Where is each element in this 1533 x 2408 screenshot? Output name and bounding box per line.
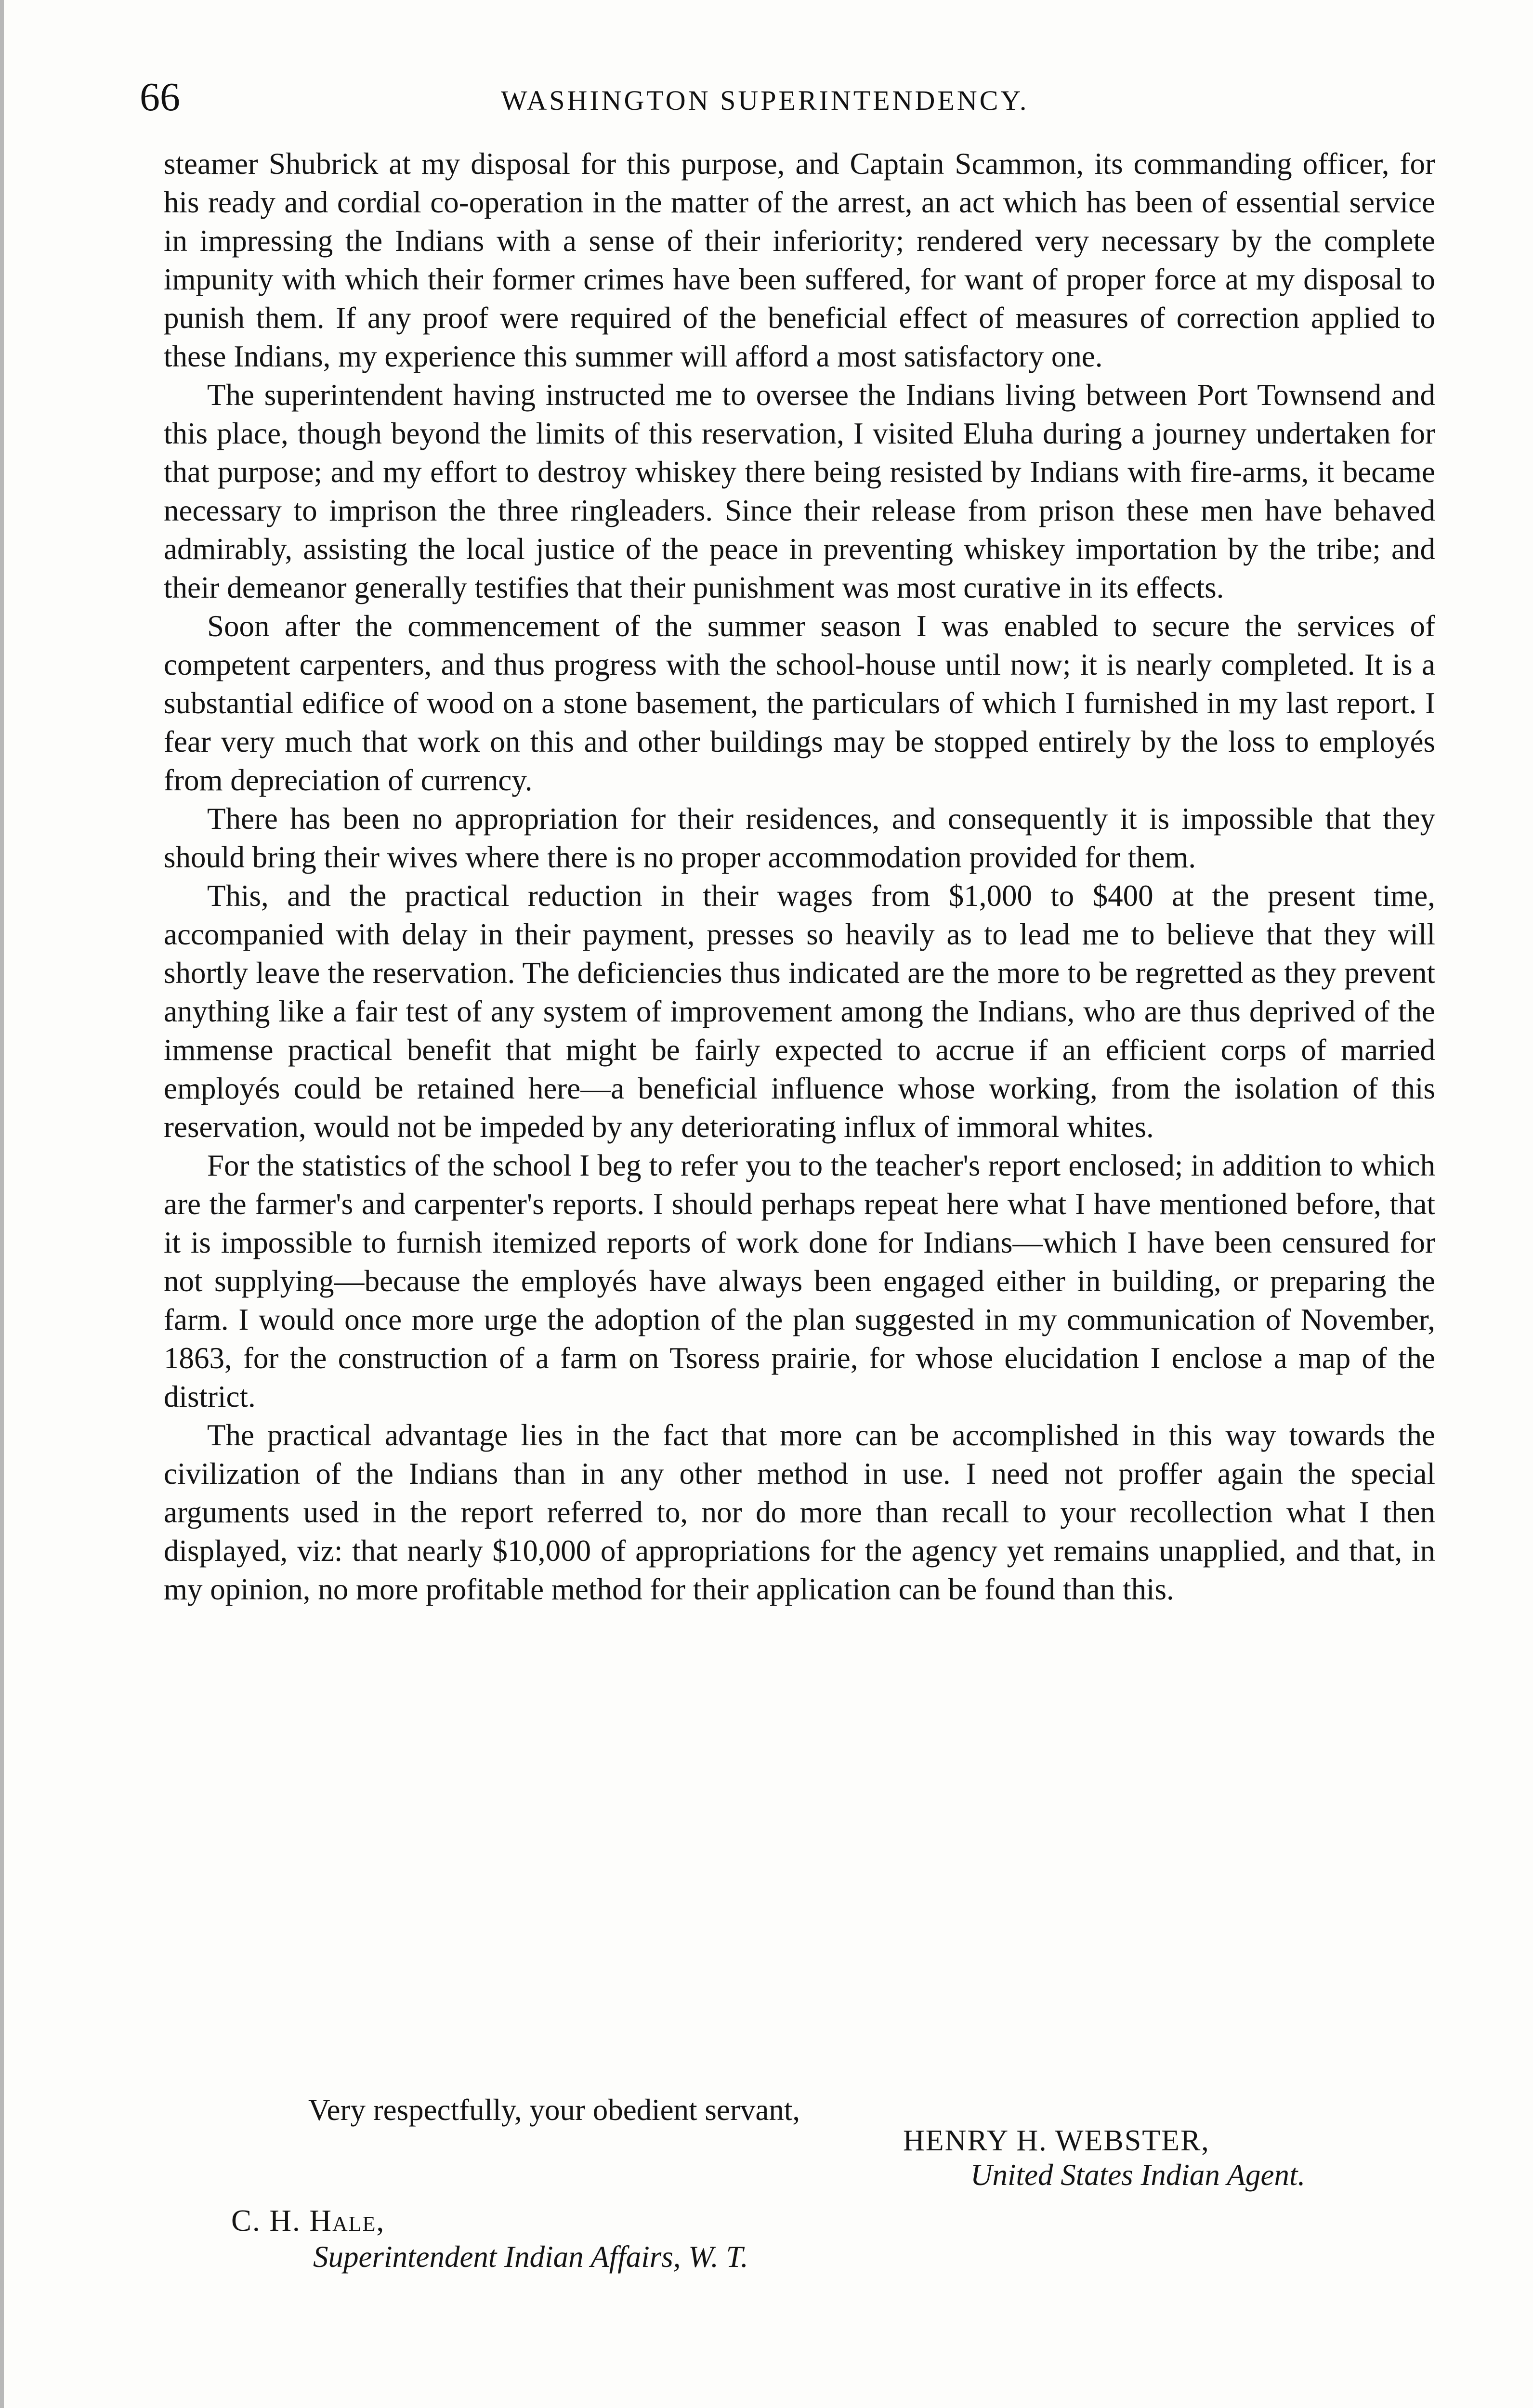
closing-line: Very respectfully, your obedient servant, <box>308 2093 800 2127</box>
addressee-title: Superintendent Indian Affairs, W. T. <box>313 2240 748 2274</box>
running-title: WASHINGTON SUPERINTENDENCY. <box>501 85 1029 116</box>
paragraph-5: This, and the practical reduction in their wages from $1,000 to $400 at the present time, accompanied with delay in their payment, presses so heavily as to lead me to believe that they will shortly leave the reservation. The deficiencies thus indicated are the more to be regretted as they prevent anything like a fair test of any system of improvement among the Indians, who are thus deprived of the immense practical benefit that might be fairly expected to accrue if an efficient corps of married employés could be retained here—a beneficial influence whose working, from the isolation of this reservation, would not be impeded by any deteriorating influx of immoral whites. <box>164 879 1435 1144</box>
page-number: 66 <box>140 75 180 119</box>
signatory-title: United States Indian Agent. <box>970 2158 1306 2192</box>
addressee-name-text: C. H. Hale, <box>231 2204 385 2238</box>
addressee-name <box>231 2203 385 2238</box>
page-left-edge <box>0 0 4 2408</box>
signatory-name: HENRY H. WEBSTER, <box>903 2124 1210 2157</box>
paragraph-2: The superintendent having instructed me to oversee the Indians living between Port Townsend and this place, though beyond the limits of this reservation, I visited Eluha during a journey undertaken for that purpose; and my effort to destroy whiskey there being resisted by Indians with fire-arms, it became necessary to imprison the three ringleaders. Since their release from prison these men have behaved admirably, assisting the local justice of the peace in preventing whiskey importation by the tribe; and their demeanor generally testifies that their punishment was most curative in its effects. <box>164 378 1435 604</box>
body-text <box>164 144 1435 1609</box>
paragraph-6: For the statistics of the school I beg to refer you to the teacher's report enclosed; in addition to which are the farmer's and carpenter's reports. I should perhaps repeat here what I have mentioned before, that it is impossible to furnish itemized reports of work done for Indians—which I have been censured for not supplying—because the employés have always been engaged either in building, or preparing the farm. I would once more urge the adoption of the plan suggested in my communication of November, 1863, for the construction of a farm on Tsoress prairie, for whose elucidation I enclose a map of the district. <box>164 1149 1435 1413</box>
paragraph-7: The practical advantage lies in the fact that more can be accomplished in this way towards the civilization of the Indians than in any other method in use. I need not proffer again the special arguments used in the report referred to, nor do more than recall to your recollection what I then displayed, viz: that nearly $10,000 of appropriations for the agency yet remains unapplied, and that, in my opinion, no more profitable method for their application can be found than this. <box>164 1418 1435 1606</box>
paragraph-3: Soon after the commencement of the summer season I was enabled to secure the services of competent carpenters, and thus progress with the school-house until now; it is nearly completed. It is a substantial edifice of wood on a stone basement, the particulars of which I furnished in my last report. I fear very much that work on this and other buildings may be stopped entirely by the loss to employés from depreciation of currency. <box>164 609 1435 797</box>
paragraph-4: There has been no appropriation for their residences, and consequently it is impossible that they should bring their wives where there is no proper accommodation provided for them. <box>164 802 1435 874</box>
paragraph-1: steamer Shubrick at my disposal for this purpose, and Captain Scammon, its commanding officer, for his ready and cordial co-operation in the matter of the arrest, an act which has been of essential service in impressing the Indians with a sense of their inferiority; rendered very necessary by the complete impunity with which their former crimes have been suffered, for want of proper force at my disposal to punish them. If any proof were required of the beneficial effect of measures of correction applied to these Indians, my experience this summer will afford a most satisfactory one. <box>164 147 1435 373</box>
page-header <box>0 72 1533 130</box>
